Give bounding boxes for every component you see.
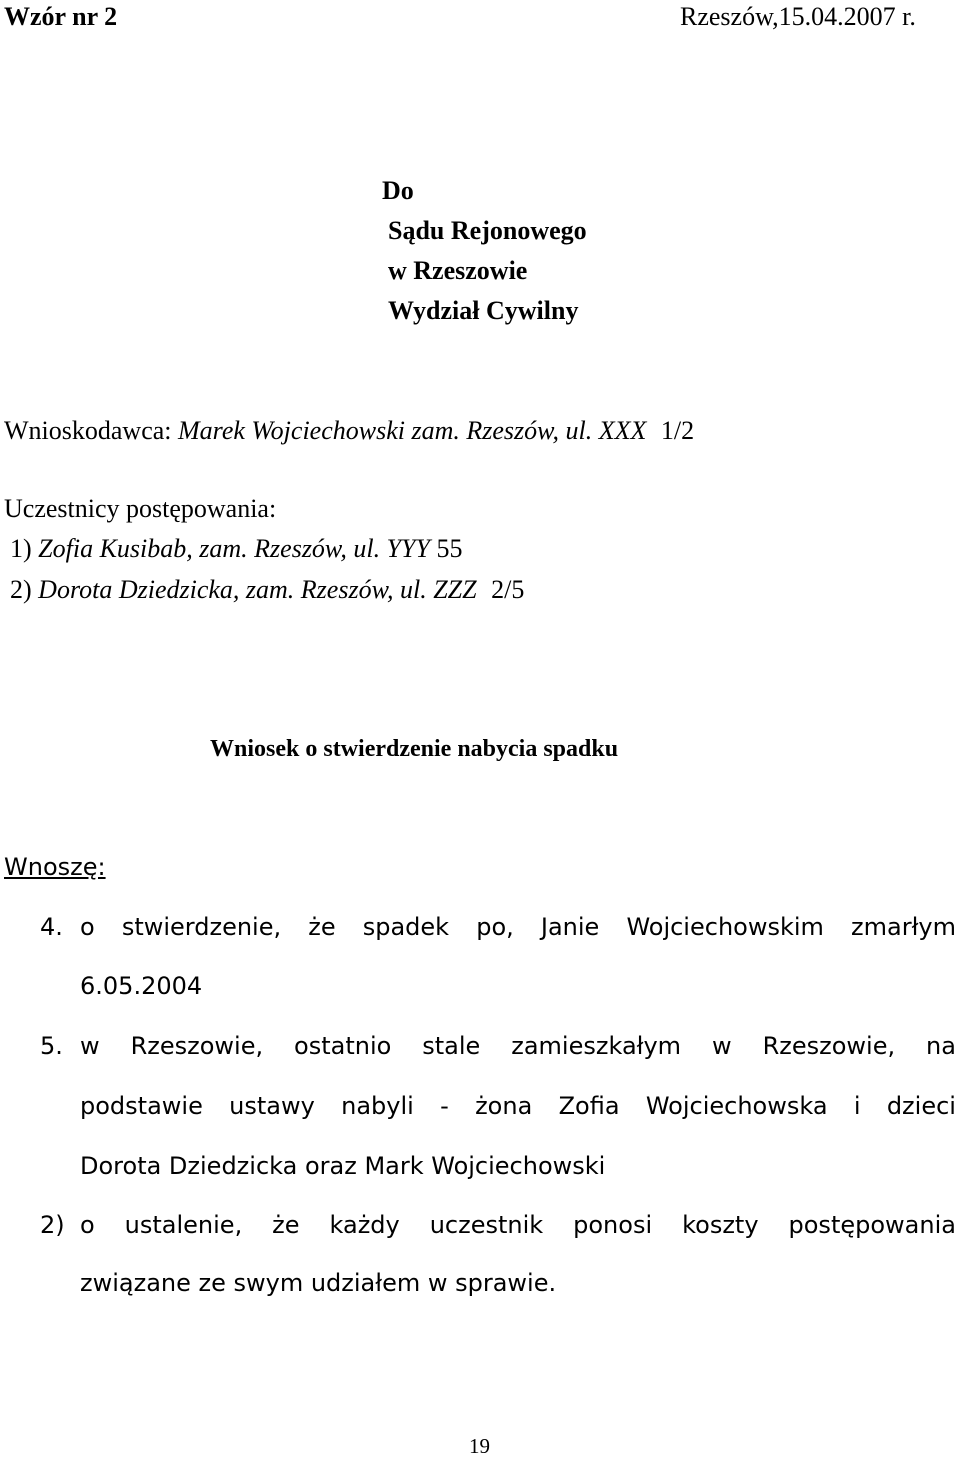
applicant-label: Wnioskodawca: [4, 416, 172, 445]
participant-2-text: Dorota Dziedzicka, zam. Rzeszów, ul. ZZZ [38, 575, 477, 604]
applicant-number: 1/2 [660, 416, 695, 445]
word: stwierdzenie, [121, 913, 282, 941]
item-5-line1 [80, 1031, 956, 1061]
addressee-line1: Do [382, 176, 414, 205]
request-label: Wnoszę: [4, 853, 106, 881]
word: postępowania [788, 1211, 956, 1239]
word: każdy [329, 1211, 400, 1239]
word: Janie [540, 913, 600, 941]
word: o [80, 913, 95, 941]
word: spadek [362, 913, 450, 941]
item-5-line2 [80, 1091, 956, 1121]
word: Wojciechowska [645, 1092, 828, 1120]
item-5-line3: Dorota Dziedzicka oraz Mark Wojciechowski [80, 1152, 606, 1180]
word: koszty [682, 1211, 759, 1239]
word: Zofia [558, 1092, 620, 1120]
word: nabyli [341, 1092, 414, 1120]
item-2-number: 2) [40, 1211, 65, 1239]
word: o [80, 1211, 95, 1239]
word: w [80, 1032, 100, 1060]
document-title: Wniosek o stwierdzenie nabycia spadku [210, 736, 619, 762]
word: zamieszkałym [511, 1032, 682, 1060]
word: Wojciechowskim [626, 913, 824, 941]
item-4-line1 [80, 912, 956, 942]
item-5-number: 5. [40, 1032, 63, 1060]
word: Rzeszowie, [130, 1032, 264, 1060]
word: zmarłym [851, 913, 956, 941]
word: że [272, 1211, 300, 1239]
addressee-court: Sądu Rejonowego [388, 216, 587, 245]
word: ostatnio [294, 1032, 392, 1060]
word: ponosi [573, 1211, 653, 1239]
word: podstawie [80, 1092, 203, 1120]
item-4-number: 4. [40, 913, 63, 941]
item-2-line2: związane ze swym udziałem w sprawie. [80, 1269, 557, 1297]
participant-1 [10, 534, 462, 564]
participants-label: Uczestnicy postępowania: [4, 494, 277, 523]
word: ustalenie, [124, 1211, 243, 1239]
addressee-city: w Rzeszowie [388, 256, 528, 285]
word: na [926, 1032, 956, 1060]
word: uczestnik [429, 1211, 544, 1239]
word: dzieci [886, 1092, 956, 1120]
addressee-division: Wydział Cywilny [388, 296, 579, 325]
word: po, [476, 913, 514, 941]
word: i [853, 1092, 861, 1120]
word: stale [422, 1032, 481, 1060]
participant-2-number: 2) [10, 575, 32, 604]
word: - [440, 1092, 449, 1120]
word: żona [475, 1092, 533, 1120]
participant-2 [10, 575, 524, 605]
place-date: Rzeszów,15.04.2007 r. [680, 2, 916, 31]
item-2-line1 [80, 1210, 956, 1240]
form-label: Wzór nr 2 [4, 2, 118, 31]
participant-1-text: Zofia Kusibab, zam. Rzeszów, ul. YYY [38, 534, 430, 563]
participant-2-house: 2/5 [491, 575, 525, 604]
word: ustawy [229, 1092, 315, 1120]
applicant-name-address: Marek Wojciechowski zam. Rzeszów, ul. XXX [178, 416, 647, 445]
participant-1-house: 55 [436, 534, 463, 563]
word: Rzeszowie, [762, 1032, 896, 1060]
participant-1-number: 1) [10, 534, 32, 563]
item-4-line2: 6.05.2004 [80, 972, 203, 1000]
word: w [712, 1032, 732, 1060]
page-number: 19 [469, 1434, 490, 1458]
word: że [308, 913, 336, 941]
applicant-line [4, 416, 694, 446]
